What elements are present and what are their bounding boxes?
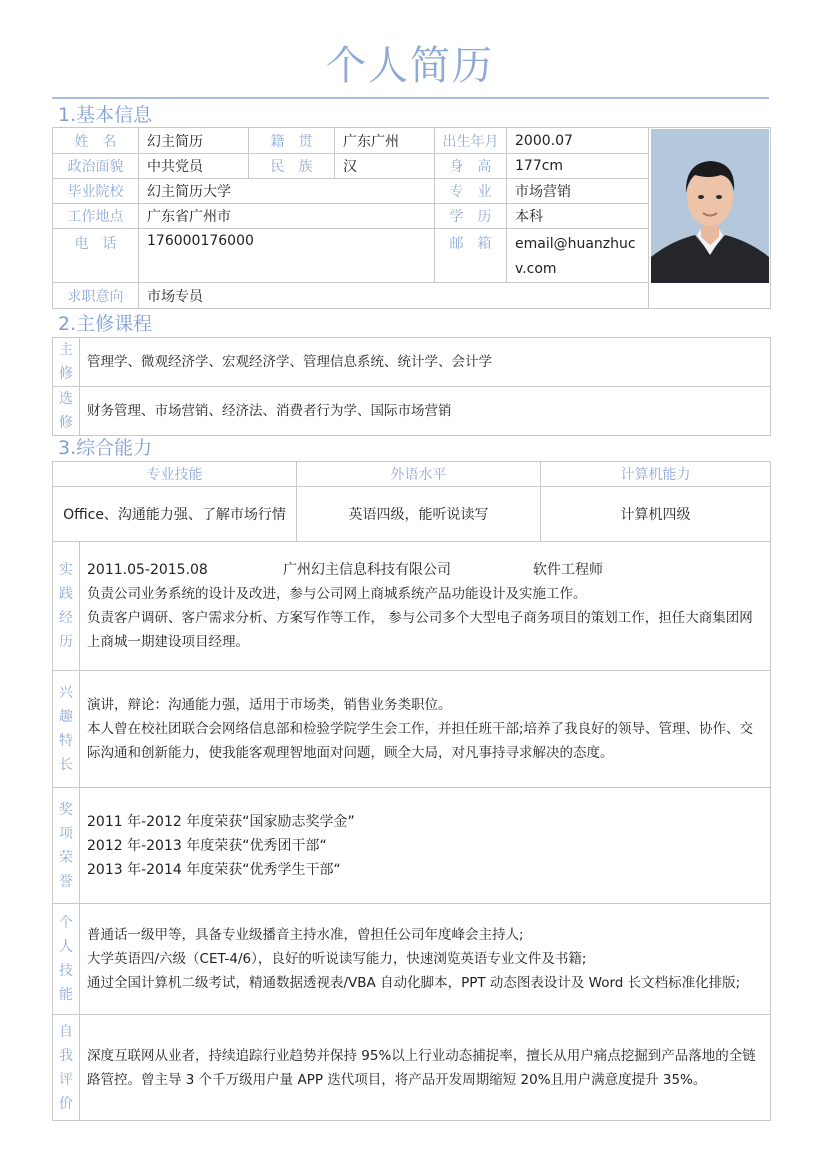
- birth-label: 出生年月: [435, 128, 507, 154]
- self-eval-line: 深度互联网从业者，持续追踪行业趋势并保持 95%以上行业动态捕捉率，擅长从用户痛点挖掘到产品落地的全链路管控。曾主导 3 个千万级用户量 APP 迭代项目，将产品开发周期缩短 20%且用户满意度提升 35%。: [87, 1047, 756, 1088]
- degree-label: 学 历: [435, 204, 507, 229]
- degree-value: 本科: [507, 204, 649, 229]
- honors-label: 奖 项 荣 誉: [53, 788, 80, 904]
- phone-value: 176000176000: [139, 229, 435, 283]
- origin-label: 籍 贯: [249, 128, 335, 154]
- practice-header: [87, 558, 764, 582]
- location-label: 工作地点: [53, 204, 139, 229]
- title-divider: [52, 97, 769, 99]
- ethnicity-label: 民 族: [249, 154, 335, 179]
- personal-skill-line: 通过全国计算机二级考试，精通数据透视表/VBA 自动化脚本，PPT 动态图表设计及 Word 长文档标准化排版;: [87, 975, 741, 991]
- page-title: 个人简历: [326, 43, 494, 89]
- practice-label: 实 践 经 历: [53, 542, 80, 671]
- interests-line: 本人曾在校社团联合会网络信息部和检验学院学生会工作，并担任班干部;培养了我良好的领导、管理、协作、交际沟通和创新能力，使我能客观理智地面对问题，顾全大局，对凡事持寻求解决的态度。: [87, 721, 754, 761]
- portrait-image: [651, 129, 769, 283]
- practice-company: 广州幻主信息科技有限公司: [283, 562, 451, 578]
- skills-table: [52, 461, 771, 542]
- skills-header-language: 外语水平: [297, 462, 541, 487]
- section-heading-basic: 1.基本信息: [58, 104, 153, 126]
- practice-content: [80, 542, 771, 671]
- self-eval-label: 自 我 评 价: [53, 1015, 80, 1121]
- skills-value-professional: Office、沟通能力强、了解市场行情: [53, 487, 297, 542]
- major-value: 市场营销: [507, 179, 649, 204]
- name-label: 姓 名: [53, 128, 139, 154]
- skills-header-computer: 计算机能力: [541, 462, 771, 487]
- origin-value: 广东广州: [335, 128, 435, 154]
- birth-value: 2000.07: [507, 128, 649, 154]
- details-table: [52, 541, 771, 1121]
- email-label: 邮 箱: [435, 229, 507, 283]
- practice-line: 负责公司业务系统的设计及改进，参与公司网上商城系统产品功能设计及实施工作。: [87, 586, 587, 602]
- honor-line: 2011 年-2012 年度荣获“国家励志奖学金”: [87, 813, 355, 830]
- elective-courses-list: 财务管理、市场营销、经济法、消费者行为学、国际市场营销: [80, 387, 771, 436]
- major-label: 专 业: [435, 179, 507, 204]
- personal-skills-label: 个 人 技 能: [53, 904, 80, 1015]
- ethnicity-value: 汉: [335, 154, 435, 179]
- interests-line: 演讲，辩论：沟通能力强，适用于市场类，销售业务类职位。: [87, 697, 452, 713]
- basic-info-grid: [52, 127, 771, 309]
- courses-table: [52, 337, 771, 436]
- elective-courses-label: 选 修: [53, 387, 80, 436]
- politics-value: 中共党员: [139, 154, 249, 179]
- phone-label: 电 话: [53, 229, 139, 283]
- major-courses-label: 主 修: [53, 338, 80, 387]
- personal-skill-line: 大学英语四/六级（CET-4/6），良好的听说读写能力，快速浏览英语专业文件及书籍;: [87, 951, 587, 967]
- section-heading-abilities: 3.综合能力: [58, 437, 153, 459]
- location-value: 广东省广州市: [139, 204, 435, 229]
- school-value: 幻主简历大学: [139, 179, 435, 204]
- intent-label: 求职意向: [53, 283, 139, 309]
- school-label: 毕业院校: [53, 179, 139, 204]
- politics-label: 政治面貌: [53, 154, 139, 179]
- section-heading-courses: 2.主修课程: [58, 313, 153, 335]
- personal-skills-content: [80, 904, 771, 1015]
- skills-value-computer: 计算机四级: [541, 487, 771, 542]
- height-value: 177cm: [507, 154, 649, 179]
- personal-skill-line: 普通话一级甲等，具备专业级播音主持水准，曾担任公司年度峰会主持人;: [87, 927, 524, 943]
- practice-period: 2011.05-2015.08: [87, 562, 208, 578]
- major-courses-list: 管理学、微观经济学、宏观经济学、管理信息系统、统计学、会计学: [80, 338, 771, 387]
- height-label: 身 高: [435, 154, 507, 179]
- honor-line: 2012 年-2013 年度荣获“优秀团干部“: [87, 837, 327, 854]
- interests-label: 兴 趣 特 长: [53, 671, 80, 788]
- name-value: 幻主简历: [139, 128, 249, 154]
- honors-content: [80, 788, 771, 904]
- skills-value-language: 英语四级，能听说读写: [297, 487, 541, 542]
- practice-line: 负责客户调研、客户需求分析、方案写作等工作， 参与公司多个大型电子商务项目的策划工作，担任大商集团网上商城一期建设项目经理。: [87, 610, 753, 650]
- email-value: email@huanzhucv.com: [507, 229, 649, 283]
- self-eval-content: [80, 1015, 771, 1121]
- avatar: [651, 129, 769, 285]
- photo-cell: [649, 128, 771, 309]
- practice-position: 软件工程师: [533, 562, 603, 578]
- honor-line: 2013 年-2014 年度荣获“优秀学生干部“: [87, 861, 341, 878]
- intent-value: 市场专员: [139, 283, 649, 309]
- interests-content: [80, 671, 771, 788]
- skills-header-professional: 专业技能: [53, 462, 297, 487]
